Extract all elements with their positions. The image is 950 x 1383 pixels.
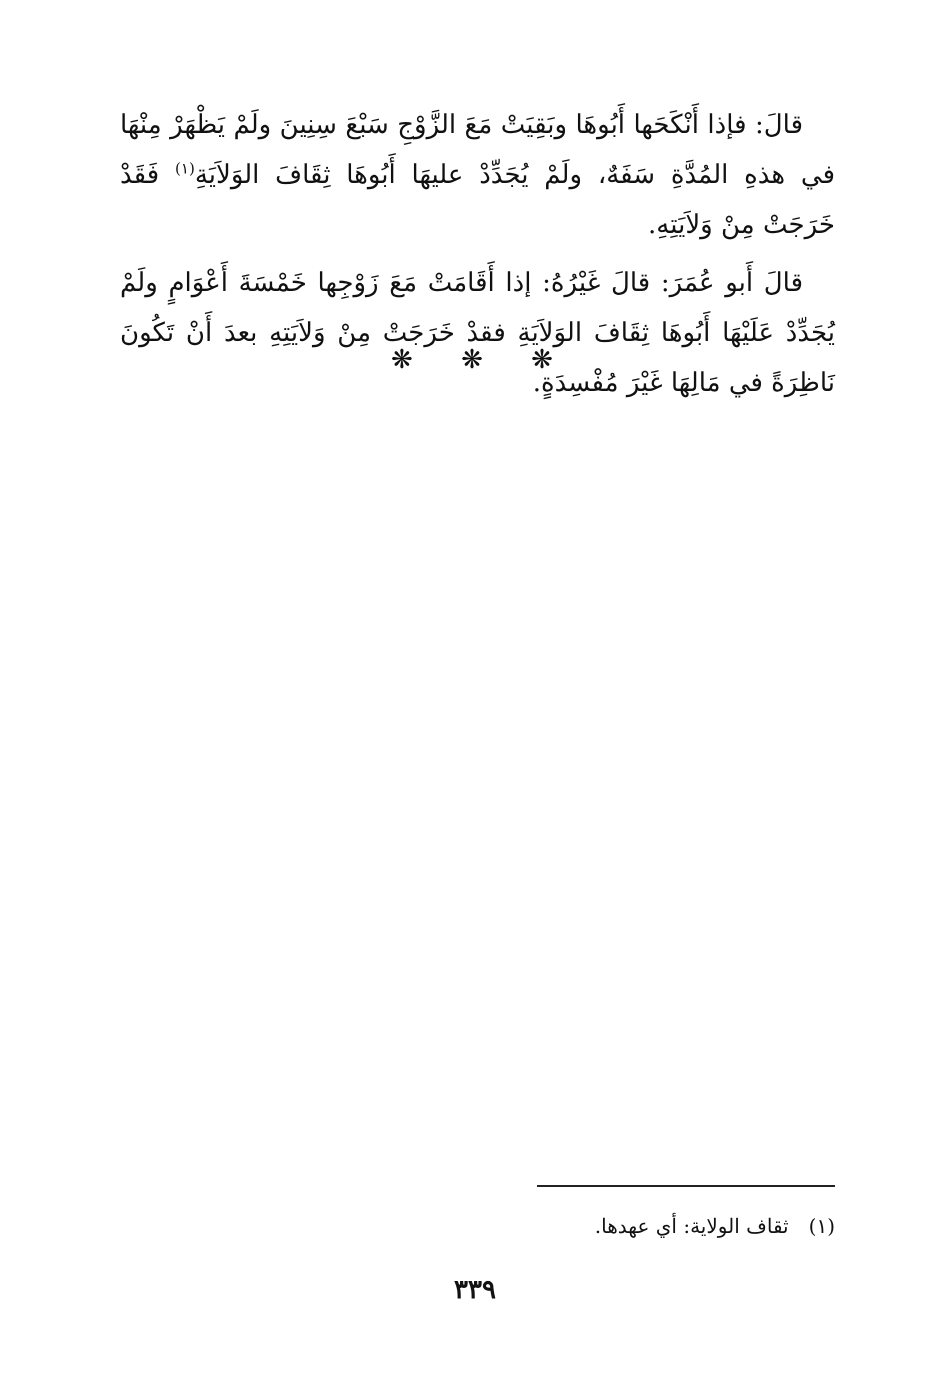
separator-star-icon: ❋: [531, 345, 559, 375]
section-separator: [0, 345, 950, 375]
separator-star-icon: ❋: [391, 345, 419, 375]
paragraph-2-text: قالَ أَبو عُمَرَ: قالَ غَيْرُهُ: إذا أَقَامَتْ مَعَ زَوْجِها خَمْسَةَ أَعْوَامٍ ولَمْ يُجَدِّدْ عَلَيْهَا أَبُوهَا ثِقَافَ الوَلاَيَةِ فقدْ خَرَجَتْ مِنْ وَلاَيَتِهِ بعدَ أَنْ تَكُونَ نَاظِرَةً في مَالِهَا غَيْرَ مُفْسِدَةٍ.: [120, 268, 835, 398]
paragraph-1-text-end: فَقَدْ خَرَجَتْ مِنْ وَلاَيَتِهِ.: [120, 160, 835, 240]
separator-star-icon: ❋: [461, 345, 489, 375]
paragraph-2: [120, 258, 835, 408]
page-number: ٣٣٩: [454, 1275, 496, 1305]
footnote-reference: (١): [175, 159, 195, 178]
footnote-number: (١): [808, 1214, 835, 1238]
footnote-divider: [537, 1185, 835, 1187]
footnote: [595, 1212, 835, 1240]
footnote-text: ثقاف الولاية: أي عهدها.: [594, 1214, 789, 1238]
paragraph-1-text: قالَ: فإذا أَنْكَحَها أَبُوهَا وبَقِيَتْ مَعَ الزَّوْجِ سَبْعَ سِنِينَ ولَمْ يَظْهَرْ مِنْهَا في هذهِ المُدَّةِ سَفَهٌ، ولَمْ يُجَدِّدْ عليهَا أَبُوهَا ثِقَافَ الوَلاَيَةِ: [120, 110, 835, 190]
paragraph-1: [120, 100, 835, 250]
